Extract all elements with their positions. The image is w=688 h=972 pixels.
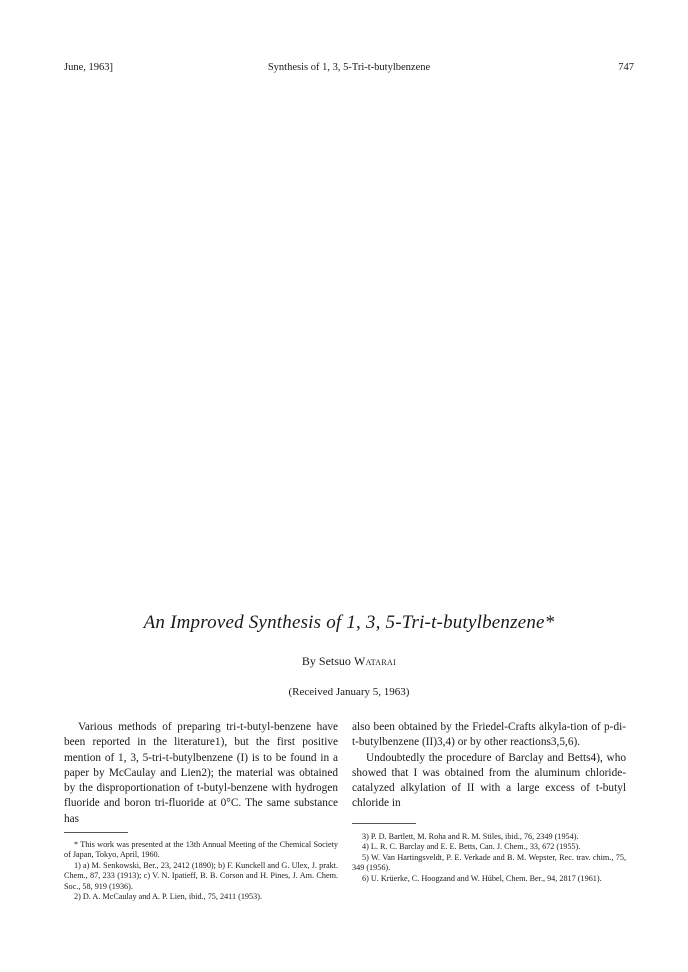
author-byline <box>64 654 634 669</box>
footnote: 3) P. D. Bartlett, M. Roha and R. M. Stiles, ibid., 76, 2349 (1954). <box>362 832 579 841</box>
footnote: 5) W. Van Hartingsveldt, P. E. Verkade and B. M. Wepster, Rec. trav. chim., 75, 349 (1956). <box>352 852 626 873</box>
running-title: Synthesis of 1, 3, 5-Tri-t-butylbenzene <box>267 62 431 73</box>
body-paragraph: also been obtained by the Friedel-Crafts alkyla-tion of p-di-t-butylbenzene (II)3,4) or by other reactions3,5,6). <box>352 721 626 749</box>
footnote: 6) U. Krüerke, C. Hoogzand and W. Hübel, Chem. Ber., 94, 2817 (1961). <box>362 873 602 883</box>
footnotes-right <box>352 832 626 884</box>
body-column-right <box>352 720 626 812</box>
footnote: * This work was presented at the 13th Annual Meeting of the Chemical Society of Japan, Tokyo, April, 1960. <box>64 840 338 860</box>
issue-date: June, 1963] <box>64 62 113 73</box>
body-paragraph: Undoubtedly the procedure of Barclay and Betts4), who showed that I was obtained from the aluminum chloride-catalyzed alkylation of II with a large excess of t-butyl chloride in <box>352 751 626 810</box>
body-paragraph: Various methods of preparing tri-t-butyl-benzene have been reported in the literature1), but the first positive mention of 1, 3, 5-tri-t-butylbenzene (I) is to be found in a paper by McCaulay and Lien2); the material was obtained by the disproportionation of t-butyl-benzene with hydrogen fluoride and boron tri-fluoride at 0°C. The same substance has <box>64 721 338 825</box>
footnote-divider <box>64 832 128 833</box>
footnotes-left <box>64 840 338 902</box>
footnote: 4) L. R. C. Barclay and E. E. Betts, Can. J. Chem., 33, 672 (1955). <box>362 842 581 852</box>
footnote: 2) D. A. McCaulay and A. P. Lien, ibid., 75, 2411 (1953). <box>74 892 262 902</box>
author-surname: Watarai <box>353 654 397 668</box>
article-title: An Improved Synthesis of 1, 3, 5-Tri-t-butylbenzene* <box>143 612 555 633</box>
received-date: (Received January 5, 1963) <box>288 686 410 698</box>
page-number: 747 <box>618 62 634 73</box>
body-column-left <box>64 720 338 827</box>
footnote-divider <box>352 823 416 824</box>
byline-prefix: By Setsuo <box>301 654 351 668</box>
footnote: 1) a) M. Senkowski, Ber., 23, 2412 (1890); b) F. Kunckell and G. Ulex, J. prakt. Chem., 87, 233 (1913); c) V. N. Ipatieff, B. B. Corson and H. Pines, J. Am. Chem. Soc., 58, 919 (1936). <box>64 860 338 891</box>
running-header <box>64 62 634 78</box>
